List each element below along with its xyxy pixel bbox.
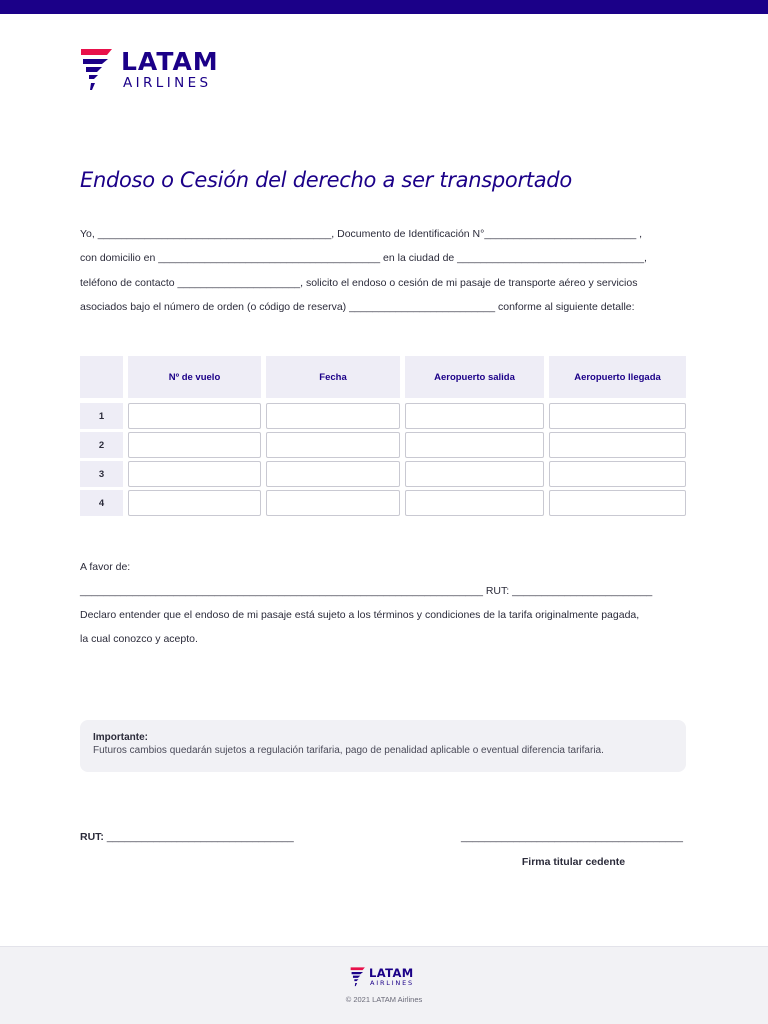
row-number: 4 [80, 490, 123, 516]
intro-line-1: Yo, ________________________________________, Documento de Identificación N°__________________________ , [80, 228, 642, 240]
flight-number-cell[interactable] [128, 490, 261, 516]
latam-wing-icon [80, 46, 114, 94]
table-corner-header [80, 356, 123, 398]
logo-brand-sub: AIRLINES [123, 75, 212, 91]
footer-brand-name: LATAM [369, 966, 414, 980]
signature-caption: Firma titular cedente [521, 856, 626, 868]
rut-label: RUT: [80, 831, 104, 843]
intro-line-3: teléfono de contacto _____________________, solicito el endoso o cesión de mi pasaje de transporte aéreo y servicios [80, 277, 638, 289]
arrival-airport-cell[interactable] [549, 432, 686, 458]
footer [0, 946, 768, 1024]
date-cell[interactable] [266, 432, 400, 458]
important-notice [80, 720, 686, 772]
favor-name-rut-line: _____________________________________________________________________ RUT: ________________________ [80, 585, 653, 597]
rut-line: ________________________________ [106, 831, 294, 843]
notice-body: Futuros cambios quedarán sujetos a regulación tarifaria, pago de penalidad aplicable o eventual diferencia tarifaria. [93, 745, 604, 756]
date-cell[interactable] [266, 490, 400, 516]
top-bar [0, 0, 768, 14]
date-cell[interactable] [266, 461, 400, 487]
date-cell[interactable] [266, 403, 400, 429]
departure-airport-cell[interactable] [405, 490, 544, 516]
row-number: 1 [80, 403, 123, 429]
row-number: 3 [80, 461, 123, 487]
intro-line-2: con domicilio en ______________________________________ en la ciudad de ________________________________, [80, 252, 647, 264]
arrival-airport-cell[interactable] [549, 490, 686, 516]
flight-number-cell[interactable] [128, 403, 261, 429]
rut-signature-field [80, 831, 294, 843]
departure-airport-cell[interactable] [405, 403, 544, 429]
departure-airport-cell[interactable] [405, 461, 544, 487]
latam-logo [80, 46, 219, 94]
footer-brand-sub: AIRLINES [370, 979, 414, 987]
flight-number-cell[interactable] [128, 432, 261, 458]
document-title: Endoso o Cesión del derecho a ser transportado [80, 168, 572, 192]
signature-line: ______________________________________ [461, 831, 683, 843]
footer-logo [350, 966, 414, 988]
intro-line-4: asociados bajo el número de orden (o código de reserva) _________________________ conforme al siguiente detalle: [80, 301, 635, 313]
header-departure-airport: Aeropuerto salida [405, 356, 544, 398]
header-date: Fecha [266, 356, 400, 398]
arrival-airport-cell[interactable] [549, 403, 686, 429]
declaration-line-1: Declaro entender que el endoso de mi pasaje está sujeto a los términos y condiciones de la tarifa originalmente pagada, [80, 609, 640, 621]
arrival-airport-cell[interactable] [549, 461, 686, 487]
declaration-line-2: la cual conozco y acepto. [80, 633, 198, 645]
flight-number-cell[interactable] [128, 461, 261, 487]
row-number: 2 [80, 432, 123, 458]
latam-wing-icon [350, 966, 366, 988]
favor-label: A favor de: [80, 561, 131, 573]
logo-brand-name: LATAM [121, 47, 219, 76]
footer-copyright: © 2021 LATAM Airlines [345, 995, 423, 1004]
notice-title: Importante: [93, 732, 148, 743]
header-flight-number: Nº de vuelo [128, 356, 261, 398]
header-arrival-airport: Aeropuerto llegada [549, 356, 686, 398]
departure-airport-cell[interactable] [405, 432, 544, 458]
